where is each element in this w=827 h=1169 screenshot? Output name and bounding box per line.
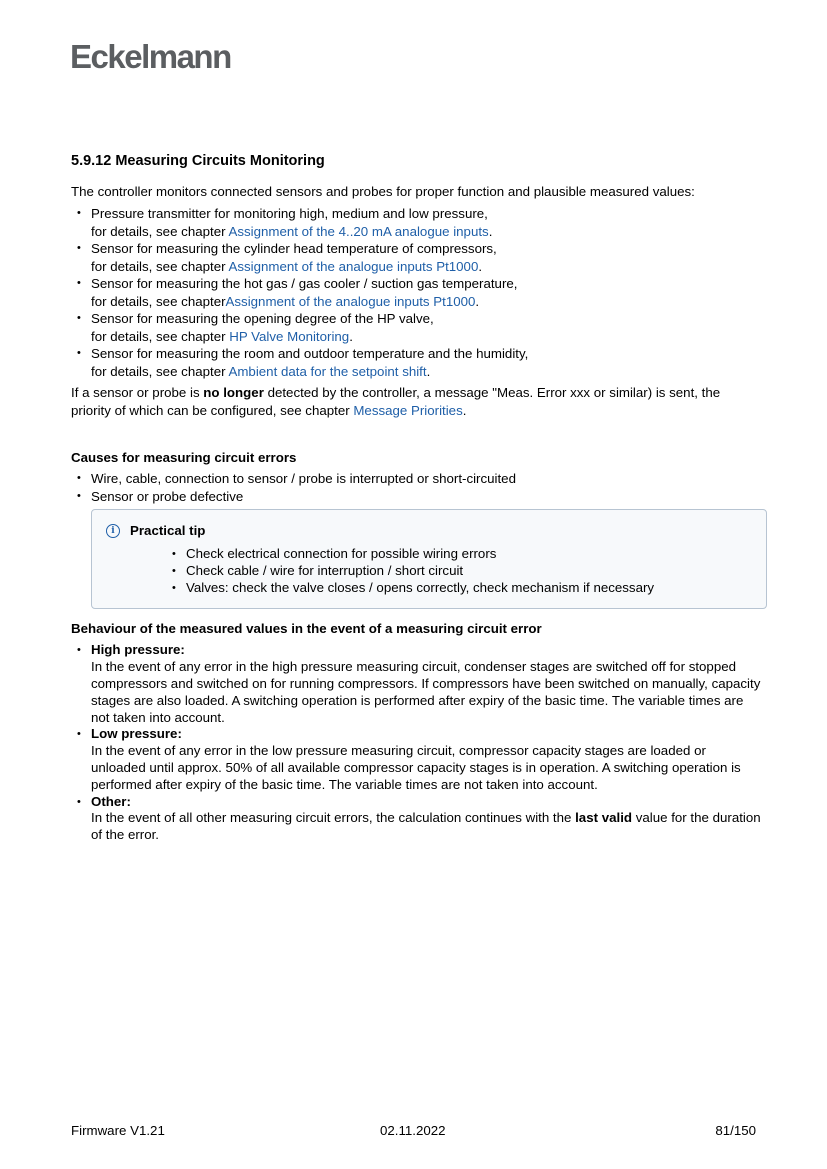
list-item: • Sensor or probe defective [91, 488, 761, 506]
info-icon: i [106, 524, 120, 538]
list-item: • High pressure: In the event of any error in the high pressure measuring circuit, condenser stages are switched off for stopped compressors and switched on for running compressors. If compressors have been switched on manually, capacity stages are also loaded. A switching operation is performed after expiry of the basic time. The variable times are not taken into account. [91, 642, 761, 726]
behaviour-section [71, 620, 761, 844]
list-item: • Sensor for measuring the cylinder head temperature of compressors, for details, see chapter Assignment of the analogue inputs Pt1000. [91, 240, 761, 275]
causes-heading: Causes for measuring circuit errors [71, 450, 297, 465]
chapter-link[interactable]: Assignment of the analogue inputs Pt1000 [225, 293, 476, 309]
list-item: • Sensor for measuring the opening degree of the HP valve, for details, see chapter HP Valve Monitoring. [91, 310, 761, 345]
chapter-link[interactable]: Assignment of the analogue inputs Pt1000 [228, 258, 479, 274]
footer-date: 02.11.2022 [380, 1123, 446, 1138]
list-item: • Pressure transmitter for monitoring high, medium and low pressure, for details, see chapter Assignment of the 4..20 mA analogue inputs. [91, 205, 761, 240]
list-item: • Check cable / wire for interruption / short circuit [186, 563, 754, 580]
list-item: • Check electrical connection for possible wiring errors [186, 546, 754, 563]
section-title: 5.9.12 Measuring Circuits Monitoring [71, 153, 325, 169]
page-number: 81/150 [715, 1123, 756, 1138]
list-item: • Sensor for measuring the room and outdoor temperature and the humidity, for details, see chapter Ambient data for the setpoint shift. [91, 345, 761, 380]
firmware-version: Firmware V1.21 [71, 1123, 165, 1138]
chapter-link[interactable]: Ambient data for the setpoint shift [228, 363, 427, 379]
tip-list [104, 546, 754, 596]
intro-paragraph: The controller monitors connected sensors and probes for proper function and plausible measured values: [71, 184, 695, 199]
no-longer-paragraph: If a sensor or probe is no longer detected by the controller, a message "Meas. Error xxx or similar) is sent, the priority of which can be configured, see chapter Message Priorities. [71, 385, 721, 418]
behaviour-list [71, 642, 761, 844]
list-item: • Wire, cable, connection to sensor / probe is interrupted or short-circuited [91, 470, 761, 488]
sensor-list [71, 205, 761, 380]
tip-title: Practical tip [130, 523, 206, 538]
chapter-link[interactable]: Message Priorities [353, 403, 463, 418]
practical-tip-box [91, 509, 767, 609]
page-content [71, 153, 761, 848]
causes-list [71, 470, 761, 505]
list-item: • Valves: check the valve closes / opens correctly, check mechanism if necessary [186, 580, 754, 597]
chapter-link[interactable]: Assignment of the 4..20 mA analogue inputs [228, 223, 489, 239]
tip-header [106, 522, 754, 540]
company-logo: Eckelmann [70, 38, 231, 75]
behaviour-heading: Behaviour of the measured values in the event of a measuring circuit error [71, 621, 542, 637]
list-item: • Sensor for measuring the hot gas / gas cooler / suction gas temperature, for details, see chapterAssignment of the analogue inputs Pt1000. [91, 275, 761, 310]
list-item: • Other: In the event of all other measuring circuit errors, the calculation continues with the last valid value for the duration of the error. [91, 794, 761, 844]
chapter-link[interactable]: HP Valve Monitoring [229, 328, 350, 344]
list-item: • Low pressure: In the event of any error in the low pressure measuring circuit, compressor capacity stages are loaded or unloaded until approx. 50% of all available compressor capacity stages is in operation. A switching operation is performed after expiry of the basic time. The variable times are not taken into account. [91, 726, 761, 793]
